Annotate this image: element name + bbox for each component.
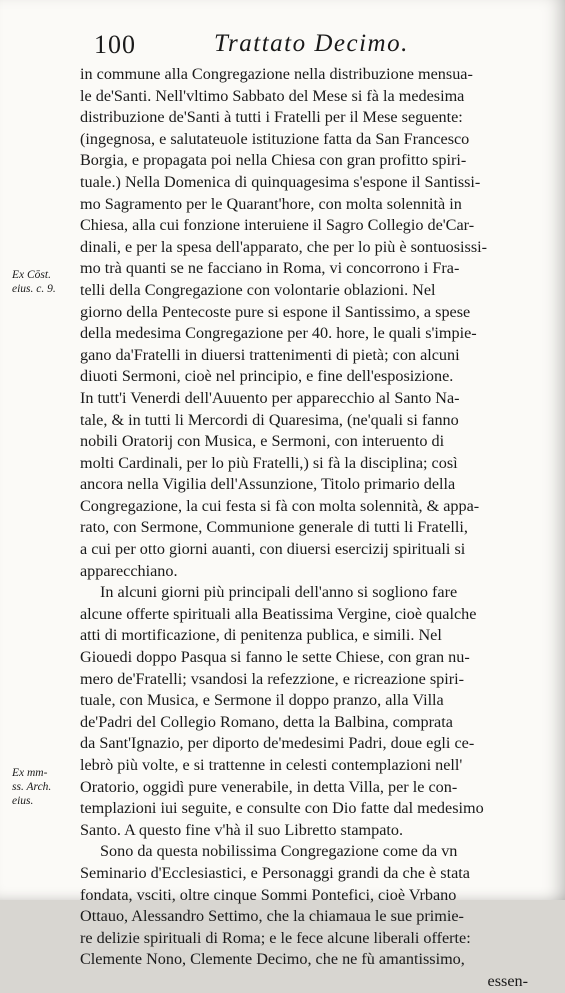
text-line: Chiesa, alla cui fonzione interuiene il Sagro Collegio de'Car- [80, 216, 475, 235]
text-line: a cui per otto giorni auanti, con diuersi esercizij spirituali si [80, 540, 466, 559]
text-line: tuale.) Nella Domenica di quinquagesima s'espone il Santissi- [80, 172, 481, 191]
text-line: fondata, vsciti, oltre cinque Sommi Pontefici, cioè Vrbano [80, 885, 457, 904]
text-line: mo trà quanti se ne facciano in Roma, vi concorrono i Fra- [80, 259, 460, 278]
text-line: nobili Oratorij con Musica, e Sermoni, con interuento di [80, 432, 445, 451]
text-line: della medesima Congregazione per 40. hore, le quali s'impie- [80, 324, 477, 343]
text-line: Sono da questa nobilissima Congregazione come da vn [100, 842, 458, 861]
margin-note-line: eius. c. 9. [12, 283, 56, 295]
text-line: Giouedi doppo Pasqua si fanno le sette Chiese, con gran nu- [80, 648, 470, 667]
text-line: diuoti Sermoni, cioè nel principio, e fine dell'esposizione. [80, 367, 454, 386]
text-line: (ingegnosa, e salutateuole istituzione fatta da San Francesco [80, 129, 470, 148]
text-line: alcune offerte spirituali alla Beatissima Vergine, cioè qualche [80, 604, 477, 623]
page-number: 100 [94, 30, 136, 59]
text-line: molti Cardinali, per lo più Fratelli,) si fà la disciplina; così [80, 453, 458, 472]
text-line: le de'Santi. Nell'vltimo Sabbato del Mese si fà la medesima [80, 86, 465, 105]
text-line: dinali, e per la spesa dell'apparato, che per lo più è sontuosissi- [80, 237, 488, 256]
body-text [80, 64, 528, 993]
text-line: Congregazione, la cui festa si fà con molta solennità, & appa- [80, 496, 480, 515]
text-line: tale, & in tutti li Mercordi di Quaresima, (ne'quali si fanno [80, 410, 459, 429]
text-line: In tutt'i Venerdi dell'Auuento per apparecchio al Santo Na- [80, 388, 460, 407]
text-line: Ottauo, Alessandro Settimo, che la chiamaua le sue primie- [80, 907, 464, 926]
text-line: giorno della Pentecoste pure si espone il Santissimo, a spese [80, 302, 471, 321]
text-line: Clemente Nono, Clemente Decimo, che ne fù amantissimo, [80, 950, 465, 969]
text-line: distribuzione de'Santi à tutti i Fratelli per il Mese seguente: [80, 108, 463, 127]
text-line: lebrò più volte, e si trattenne in celesti contemplazioni nell' [80, 756, 463, 774]
text-line: rato, con Sermone, Communione generale di tutti li Fratelli, [80, 518, 468, 537]
text-line: In alcuni giorni più principali dell'anno si sogliono fare [100, 583, 458, 602]
margin-note-constitution [12, 268, 56, 296]
text-line: de'Padri del Collegio Romano, detta la Balbina, comprata [80, 712, 453, 731]
text-line: templazioni iui seguite, e consulte con Dio fatte dal medesimo [80, 799, 484, 818]
text-line: gano da'Fratelli in diuersi trattenimenti di pietà; con alcuni [80, 345, 460, 364]
margin-note-line: ss. Arch. [12, 781, 52, 793]
text-line: Santo. A questo fine v'hà il suo Libretto stampato. [80, 820, 404, 839]
running-title: Trattato Decimo. [214, 30, 409, 57]
text-line: tuale, con Musica, e Sermone il doppo pranzo, alla Villa [80, 691, 444, 710]
text-line: Oratorio, oggidì pure venerabile, in detta Villa, per le con- [80, 777, 458, 796]
text-line: Borgia, e propagata poi nella Chiesa con gran profitto spiri- [80, 151, 467, 170]
margin-note-line: Ex Cōst. [12, 269, 51, 281]
text-line: da Sant'Ignazio, per diporto de'medesimi Padri, doue egli ce- [80, 734, 475, 753]
text-line: atti di mortificazione, di penitenza publica, e simili. Nel [80, 626, 442, 645]
catchword: essen- [487, 971, 528, 990]
text-line: mero de'Fratelli; vsandosi la refezzione, e ricreazione spiri- [80, 669, 465, 688]
text-line: mo Sagramento per le Quarant'hore, con molta solennità in [80, 194, 462, 213]
text-line: Seminario d'Ecclesiastici, e Personaggi grandi da che è stata [80, 863, 470, 882]
margin-note-archive [12, 766, 51, 808]
margin-note-line: eius. [12, 795, 34, 807]
text-line: in commune alla Congregazione nella distribuzione mensua- [80, 65, 473, 83]
text-line: telli della Congregazione con volontarie oblazioni. Nel [80, 280, 436, 299]
page-header [94, 30, 534, 60]
text-line: ancora nella Vigilia dell'Assunzione, Titolo primario della [80, 475, 456, 494]
text-line: re delizie spirituali di Roma; e le fece alcune liberali offerte: [80, 928, 471, 947]
text-line: apparecchiano. [80, 561, 178, 580]
margin-note-line: Ex mm- [12, 767, 48, 779]
